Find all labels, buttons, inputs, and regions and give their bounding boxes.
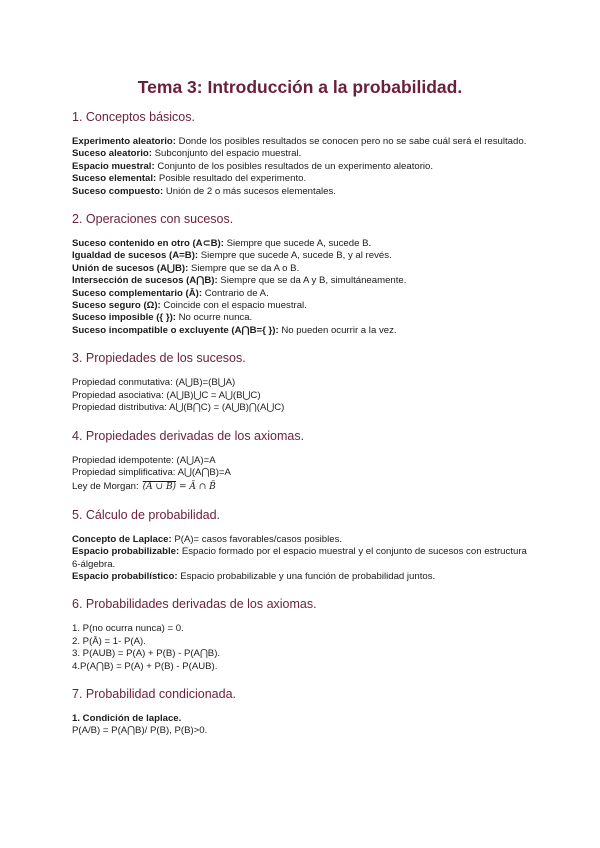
definition-item: Concepto de Laplace: P(A)= casos favorables/casos posibles. [72,533,343,545]
definition-item: Unión de sucesos (A⋃B): Siempre que se da A o B. [72,262,300,274]
numbered-line: 1. P(no ocurra nunca) = 0. [72,623,184,635]
definition-item: Suceso contenido en otro (A⊂B): Siempre que sucede A, sucede B. [72,238,372,250]
morgan-formula: (A ∪ B) = Ā ∩ B̄ [142,482,216,493]
section-heading-propiedades: 3. Propiedades de los sucesos. [72,351,246,366]
definition-item: Espacio muestral: Conjunto de los posibles resultados de un experimento aleatorio. [72,160,434,172]
property-item: Propiedad asociativa: (A⋃B)⋃C = A⋃(B⋃C) [72,389,261,401]
section-heading-calculo: 5. Cálculo de probabilidad. [72,507,221,522]
section-heading-conceptos: 1. Conceptos básicos. [72,110,195,124]
section-body-axiomas [72,455,528,494]
numbered-line: 4.P(A⋂B) = P(A) + P(B) - P(AUB). [72,660,218,672]
definition-item: Suceso incompatible o excluyente (A⋂B={ }): No pueden ocurrir a la vez. [72,324,397,336]
property-item: Propiedad idempotente: (A⋃A)=A [72,454,216,466]
definition-item: Suceso elemental: Posible resultado del experimento. [72,173,307,185]
page-title: Tema 3: Introducción a la probabilidad. [137,77,463,97]
numbered-line: 3. P(AUB) = P(A) + P(B) - P(A⋂B). [72,648,221,660]
numbered-line: 2. P(Ā) = 1- P(A). [72,635,146,647]
property-item: Propiedad conmutativa: (A⋃B)=(B⋃A) [72,377,236,389]
definition-item: Suceso seguro (Ω): Coincide con el espacio muestral. [72,300,307,312]
definition-item: Espacio probabilizable: Espacio formado por el espacio muestral y el conjunto de sucesos con estructura 6-álgebra. [72,546,527,570]
section-body-operaciones [72,238,528,337]
condition-heading: 1. Condición de laplace. [72,712,182,724]
section-body-conceptos [72,136,528,198]
condition-formula: P(A/B) = P(A⋂B)/ P(B), P(B)>0. [72,725,208,737]
definition-item: Intersección de sucesos (A⋂B): Siempre que se da A y B, simultáneamente. [72,275,407,287]
definition-item: Suceso complementario (Ā): Contrario de A. [72,287,269,299]
section-heading-derivadas: 6. Probabilidades derivadas de los axiomas. [72,597,317,612]
section-heading-operaciones: 2. Operaciones con sucesos. [72,212,234,227]
morgan-law: Ley de Morgan: (A ∪ B) = Ā ∩ B̄ [72,481,216,493]
section-heading-condicionada: 7. Probabilidad condicionada. [72,686,237,701]
section-body-calculo [72,534,528,584]
section-body-condicionada [72,713,528,738]
definition-item: Suceso aleatorio: Subconjunto del espacio muestral. [72,148,302,160]
section-body-propiedades [72,377,528,414]
property-item: Propiedad distributiva: A⋃(B⋂C) = (A⋃B)⋂(A⋃C) [72,402,285,414]
section-body-derivadas [72,623,528,673]
definition-item: Experimento aleatorio: Donde los posibles resultados se conocen pero no se sabe cuál será el resultado. [72,136,527,147]
definition-item: Suceso imposible ({ }): No ocurre nunca. [72,312,253,324]
property-item: Propiedad simplificativa: A⋃(A⋂B)=A [72,466,231,478]
definition-item: Igualdad de sucesos (A=B): Siempre que sucede A, sucede B, y al revés. [72,250,392,262]
definition-item: Espacio probabilístico: Espacio probabilizable y una función de probabilidad juntos. [72,570,436,582]
section-heading-axiomas: 4. Propiedades derivadas de los axiomas. [72,428,305,443]
definition-item: Suceso compuesto: Unión de 2 o más sucesos elementales. [72,185,336,197]
